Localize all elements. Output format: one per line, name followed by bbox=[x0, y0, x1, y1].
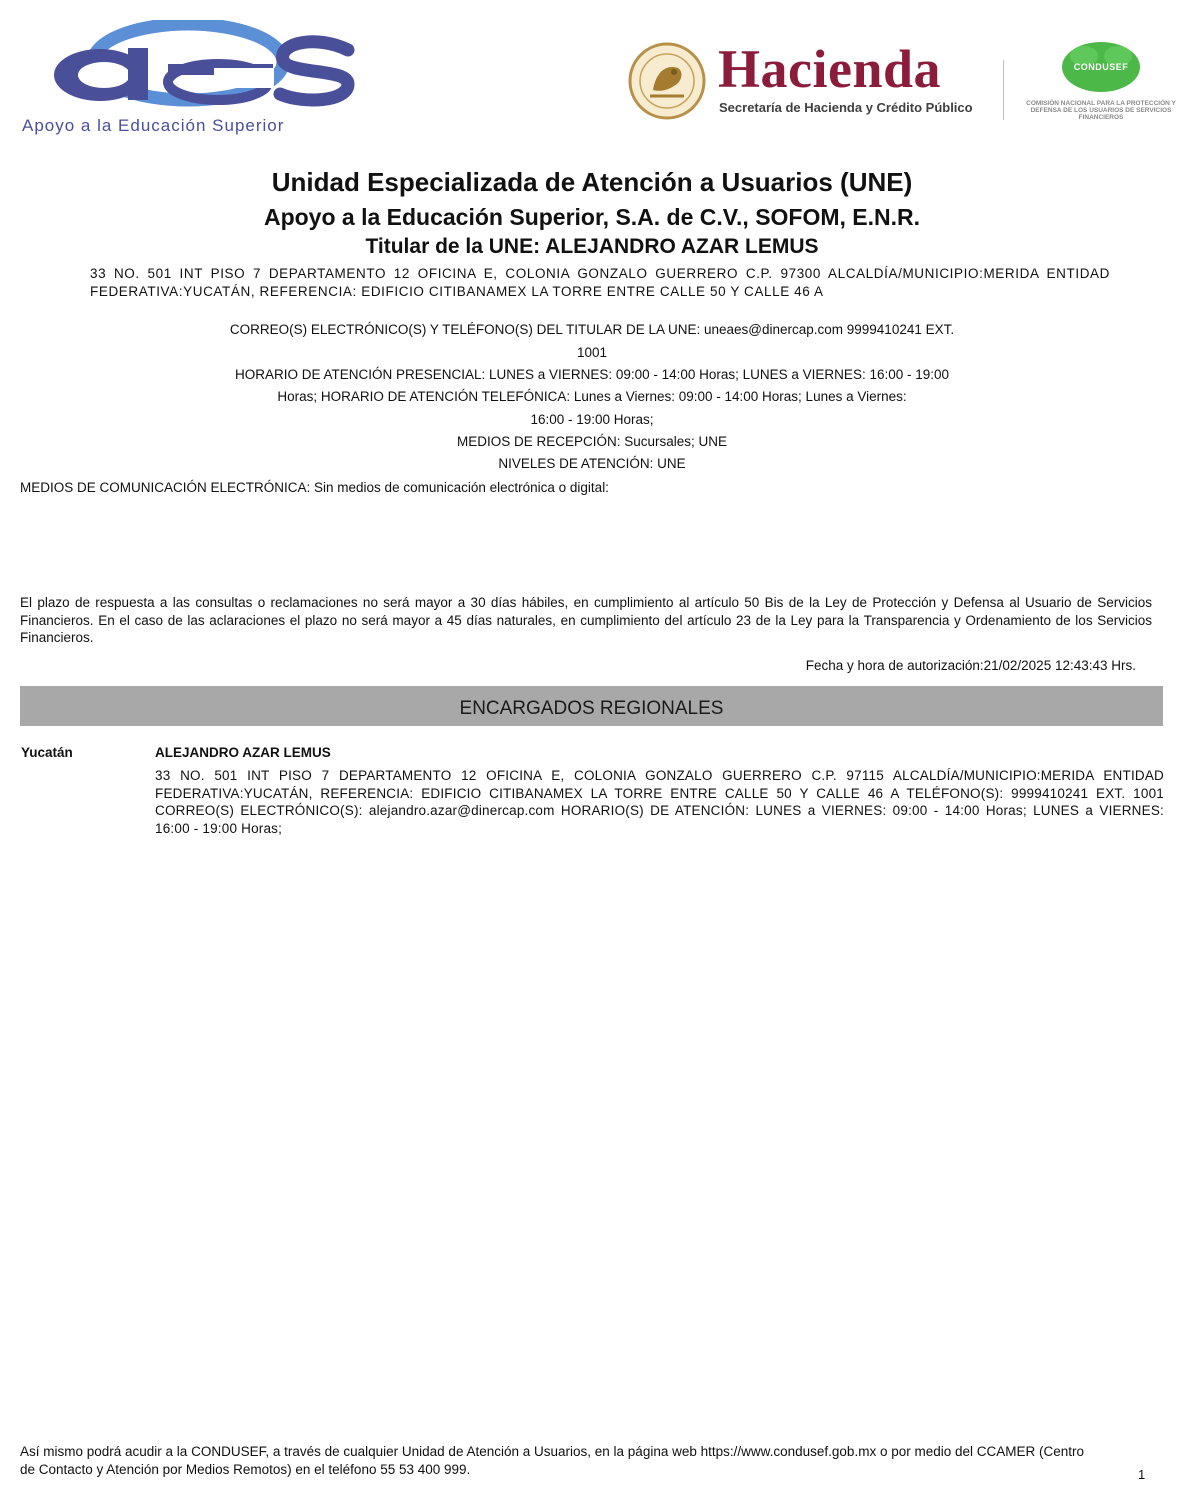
une-hours-line: 16:00 - 19:00 Horas; bbox=[530, 412, 654, 427]
authorization-date: Fecha y hora de autorización:21/02/2025 12:43:43 Hrs. bbox=[805, 658, 1136, 673]
hacienda-subtitle: Secretaría de Hacienda y Crédito Público bbox=[719, 100, 973, 115]
page-number: 1 bbox=[1138, 1467, 1146, 1482]
condusef-subtitle: COMISIÓN NACIONAL PARA LA PROTECCIÓN Y DEFENSA DE LOS USUARIOS DE SERVICIOS FINANCIEROS bbox=[1026, 100, 1176, 121]
electronic-means: MEDIOS DE COMUNICACIÓN ELECTRÓNICA: Sin medios de comunicación electrónica o digital: bbox=[20, 480, 609, 495]
regional-manager-name: ALEJANDRO AZAR LEMUS bbox=[155, 745, 331, 760]
attention-levels: NIVELES DE ATENCIÓN: UNE bbox=[498, 456, 686, 471]
aes-logo-graphic bbox=[18, 20, 358, 115]
company-name: Apoyo a la Educación Superior, S.A. de C.V., SOFOM, E.N.R. bbox=[263, 204, 921, 230]
hacienda-logo bbox=[628, 40, 978, 130]
condusef-logo bbox=[1025, 42, 1180, 132]
hacienda-wordmark: Hacienda bbox=[718, 39, 942, 99]
une-hours-line: Horas; HORARIO DE ATENCIÓN TELEFÓNICA: Lunes a Viernes: 09:00 - 14:00 Horas; Lunes a Viernes: bbox=[277, 389, 907, 404]
regional-manager-details: 33 NO. 501 INT PISO 7 DEPARTAMENTO 12 OFICINA E, COLONIA GONZALO GUERRERO C.P. 97115 ALCALDÍA/MUNICIPIO:MERIDA ENTIDAD FEDERATIVA:YUCATÁN, REFERENCIA: EDIFICIO CITIBANAMEX LA TORRE ENTRE CALLE 50 Y CALLE 46 A TELÉFONO(S): 9999410241 EXT. 1001 CORREO(S) ELECTRÓNICO(S): alejandro.azar@dinercap.com HORARIO(S) DE ATENCIÓN: LUNES a VIERNES: 09:00 - 14:00 Horas; LUNES a VIERNES: 16:00 - 19:00 Horas; bbox=[155, 768, 1164, 836]
regional-state: Yucatán bbox=[21, 745, 73, 760]
condusef-wordmark: CONDUSEF bbox=[1073, 62, 1129, 72]
footer-note: Así mismo podrá acudir a la CONDUSEF, a través de cualquier Unidad de Atención a Usuarios, en la página web https://www.condusef.gob.mx o por medio del CCAMER (Centro de Contacto y Atención por Medios Remotos) en el teléfono 55 53 400 999. bbox=[20, 1444, 1085, 1477]
une-holder: Titular de la UNE: ALEJANDRO AZAR LEMUS bbox=[365, 235, 819, 258]
une-address: 33 NO. 501 INT PISO 7 DEPARTAMENTO 12 OFICINA E, COLONIA GONZALO GUERRERO C.P. 97300 ALCALDÍA/MUNICIPIO:MERIDA ENTIDAD FEDERATIVA:YUCATÁN, REFERENCIA: EDIFICIO CITIBANAMEX LA TORRE ENTRE CALLE 50 Y CALLE 46 A bbox=[90, 266, 1110, 299]
response-term-paragraph: El plazo de respuesta a las consultas o reclamaciones no será mayor a 30 días hábiles, en cumplimiento al artículo 50 Bis de la Ley de Protección y Defensa al Usuario de Servicios Financieros. En el caso de las aclaraciones el plazo no será mayor a 45 días naturales, en cumplimiento del artículo 23 de la Ley para la Transparencia y Ordenamiento de los Servicios Financieros. bbox=[20, 595, 1152, 645]
aes-logo bbox=[18, 20, 378, 140]
regional-section-header: ENCARGADOS REGIONALES bbox=[20, 686, 1163, 726]
page-title: Unidad Especializada de Atención a Usuarios (UNE) bbox=[271, 167, 913, 197]
une-contact-line: CORREO(S) ELECTRÓNICO(S) Y TELÉFONO(S) DEL TITULAR DE LA UNE: uneaes@dinercap.com 9999410241 EXT. bbox=[229, 322, 955, 337]
reception-means: MEDIOS DE RECEPCIÓN: Sucursales; UNE bbox=[456, 434, 728, 449]
une-contact-extension: 1001 bbox=[576, 345, 608, 360]
aes-tagline: Apoyo a la Educación Superior bbox=[22, 116, 285, 135]
mexican-seal-icon bbox=[628, 42, 706, 120]
une-hours-line: HORARIO DE ATENCIÓN PRESENCIAL: LUNES a VIERNES: 09:00 - 14:00 Horas; LUNES a VIERNES: 16:00 - 19:00 bbox=[234, 367, 950, 382]
logo-divider bbox=[1003, 60, 1004, 120]
